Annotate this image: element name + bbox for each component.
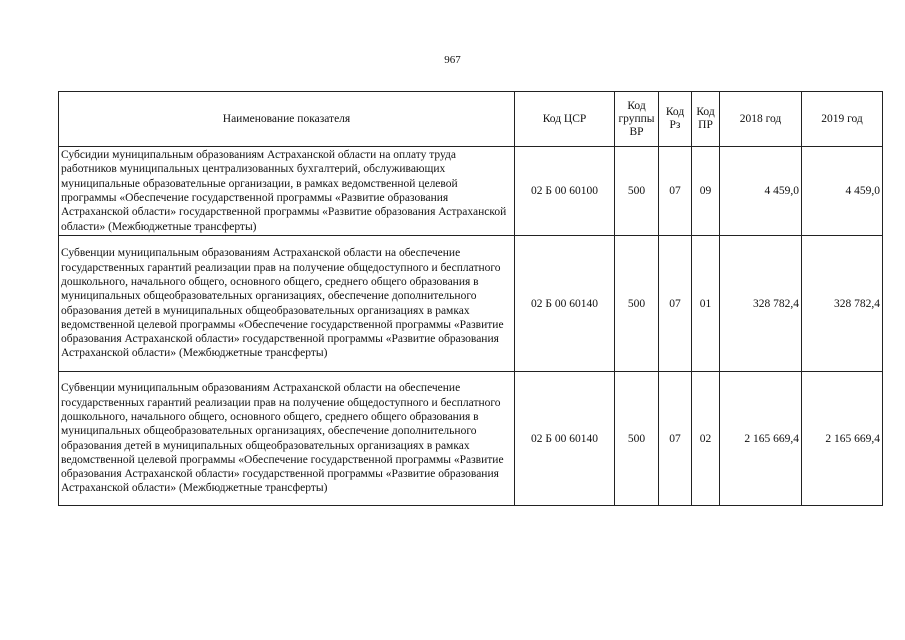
row-csr-code: 02 Б 00 60140 <box>515 236 615 372</box>
table-row <box>59 236 883 372</box>
header-pr-line2: ПР <box>698 119 713 131</box>
header-vr-line3: ВР <box>629 125 644 138</box>
header-pr-line1: Код <box>696 106 715 118</box>
row-amount-2018: 4 459,0 <box>720 147 802 236</box>
header-rz-code <box>659 92 692 147</box>
header-year-2018: 2018 год <box>720 92 802 147</box>
row-csr-code: 02 Б 00 60140 <box>515 372 615 506</box>
table-row <box>59 147 883 236</box>
header-name: Наименование показателя <box>59 92 515 147</box>
row-csr-code: 02 Б 00 60100 <box>515 147 615 236</box>
header-rz-line1: Код <box>665 106 685 118</box>
header-year-2019: 2019 год <box>802 92 883 147</box>
row-rz-code: 07 <box>659 372 692 506</box>
row-name: Субвенции муниципальным образованиям Астраханской области на обеспечение государственных гарантий реализации прав на получение общедоступного и бесплатного дошкольного, начального общего, основного общего, среднего общего образования в муниципальных общеобразовательных организациях, обеспечение дополнительного образования детей в муниципальных общеобразовательных организациях в рамках ведомственной целевой программы «Обеспечение государственной программы «Развитие образования Астраханской области» государственной программы «Развитие образования Астраханской области» (Межбюджетные трансферты) <box>59 372 515 506</box>
row-pr-code: 09 <box>692 147 720 236</box>
table-header-row <box>59 92 883 147</box>
row-amount-2018: 328 782,4 <box>720 236 802 372</box>
row-vr-code: 500 <box>615 372 659 506</box>
row-amount-2019: 2 165 669,4 <box>802 372 883 506</box>
page-number: 967 <box>444 54 461 66</box>
row-rz-code: 07 <box>659 236 692 372</box>
row-amount-2019: 328 782,4 <box>802 236 883 372</box>
budget-table <box>58 91 883 506</box>
header-vr-line2: группы <box>618 112 655 125</box>
row-amount-2019: 4 459,0 <box>802 147 883 236</box>
row-rz-code: 07 <box>659 147 692 236</box>
header-csr-code: Код ЦСР <box>515 92 615 147</box>
row-pr-code: 01 <box>692 236 720 372</box>
header-pr-code <box>692 92 720 147</box>
row-pr-code: 02 <box>692 372 720 506</box>
row-amount-2018: 2 165 669,4 <box>720 372 802 506</box>
row-name: Субсидии муниципальным образованиям Астраханской области на оплату труда работников муниципальных централизованных бухгалтерий, обслуживающих муниципальные образовательные организации, в рамках ведомственной целевой программы «Обеспечение государственной программы «Развитие образования Астраханской области» государственной программы «Развитие образования Астраханской области» (Межбюджетные трансферты) <box>59 147 515 236</box>
table-row <box>59 372 883 506</box>
row-name: Субвенции муниципальным образованиям Астраханской области на обеспечение государственных гарантий реализации прав на получение общедоступного и бесплатного дошкольного, начального общего, основного общего, среднего общего образования в муниципальных общеобразовательных организациях, обеспечение дополнительного образования детей в муниципальных общеобразовательных организациях в рамках ведомственной целевой программы «Обеспечение государственной программы «Развитие образования Астраханской области» государственной программы «Развитие образования Астраханской области» (Межбюджетные трансферты) <box>59 236 515 372</box>
row-vr-code: 500 <box>615 236 659 372</box>
header-rz-line2: Рз <box>669 119 681 131</box>
header-vr-code <box>615 92 659 147</box>
header-vr-line1: Код <box>627 99 646 112</box>
row-vr-code: 500 <box>615 147 659 236</box>
